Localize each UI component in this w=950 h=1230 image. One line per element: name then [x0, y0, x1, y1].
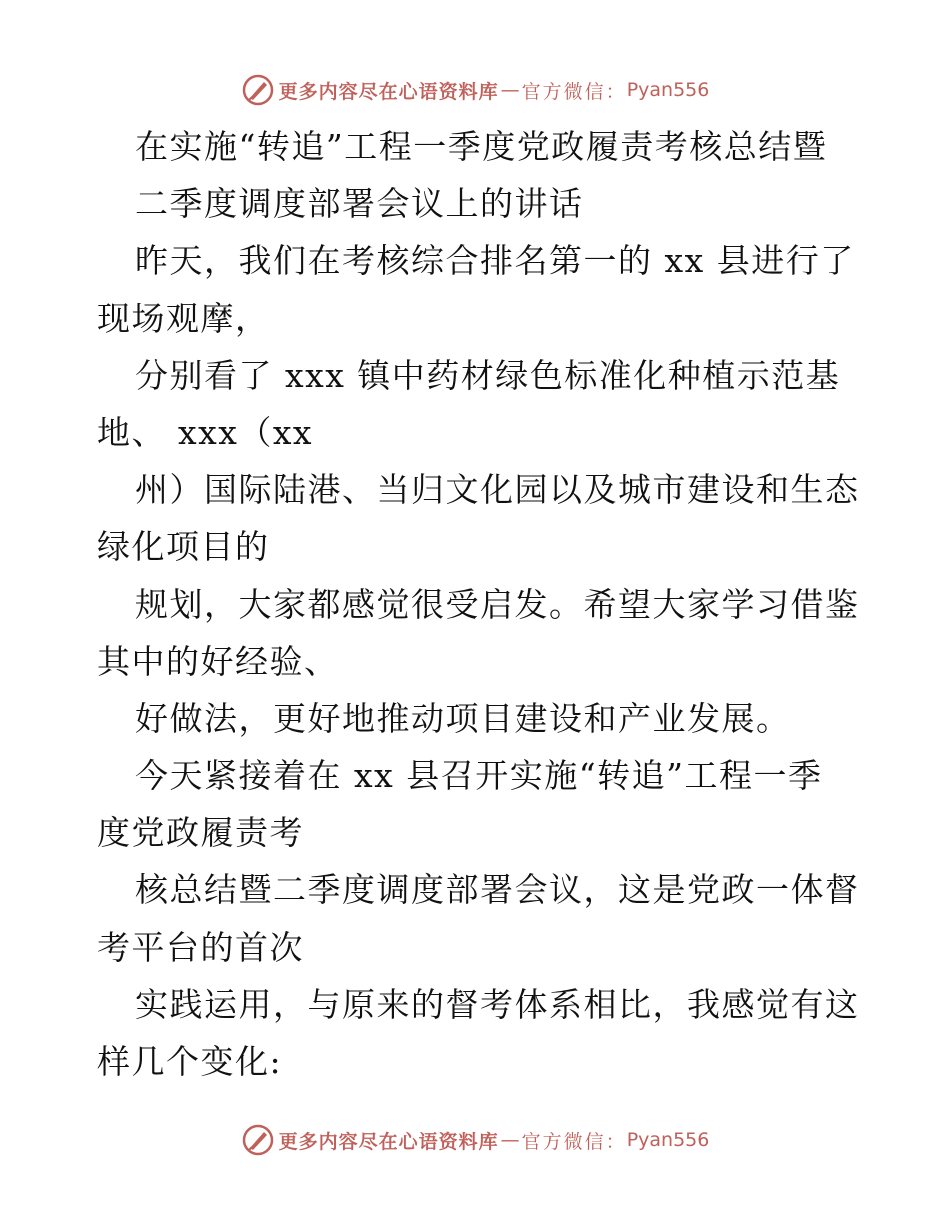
- banner-brand-text: 更多内容尽在心语资料库: [278, 1130, 499, 1153]
- footer-watermark-banner: [0, 1120, 950, 1160]
- paragraph-line: 昨天，我们在考核综合排名第一的 xx 县进行了: [135, 241, 855, 281]
- banner-brand-text: 更多内容尽在心语资料库: [278, 80, 499, 103]
- header-watermark-banner: [0, 70, 950, 110]
- banner-separator: —: [500, 1129, 520, 1151]
- paragraph-line: 州）国际陆港、当归文化园以及城市建设和生态: [135, 470, 860, 510]
- banner-wechat-id: Pyan556: [626, 1129, 710, 1151]
- title-line-1: 在实施“转追”工程一季度党政履责考核总结暨: [135, 127, 828, 166]
- title-line-2: 二季度调度部署会议上的讲话: [135, 184, 584, 224]
- banner-separator: —: [500, 79, 520, 101]
- paragraph-line: 度党政履责考: [97, 813, 304, 853]
- paragraph-line: 地、 xxx（xx: [97, 412, 314, 452]
- paragraph-line: 实践运用，与原来的督考体系相比，我感觉有这: [135, 984, 860, 1024]
- banner-wechat-label: 官方微信：: [521, 80, 627, 103]
- banner-wechat-id: Pyan556: [626, 79, 710, 101]
- paragraph-line: 核总结暨二季度调度部署会议，这是党政一体督: [135, 870, 860, 910]
- feather-pen-logo-icon: [241, 1123, 275, 1157]
- paragraph-line: 其中的好经验、: [97, 641, 339, 681]
- paragraph-line: 样几个变化:: [97, 1042, 283, 1081]
- feather-pen-logo-icon: [241, 73, 275, 107]
- paragraph-line: 考平台的首次: [97, 927, 304, 967]
- paragraph-line: 今天紧接着在 xx 县召开实施“转追”工程一季: [135, 756, 823, 796]
- paragraph-line: 规划，大家都感觉很受启发。希望大家学习借鉴: [135, 584, 860, 624]
- document-body: [97, 118, 860, 1090]
- banner-wechat-label: 官方微信：: [521, 1130, 627, 1153]
- paragraph-line: 现场观摩，: [97, 298, 270, 338]
- paragraph-line: 好做法，更好地推动项目建设和产业发展。: [135, 698, 791, 738]
- paragraph-line: 绿化项目的: [97, 527, 270, 567]
- paragraph-line: 分别看了 xxx 镇中药材绿色标准化种植示范基: [135, 355, 841, 395]
